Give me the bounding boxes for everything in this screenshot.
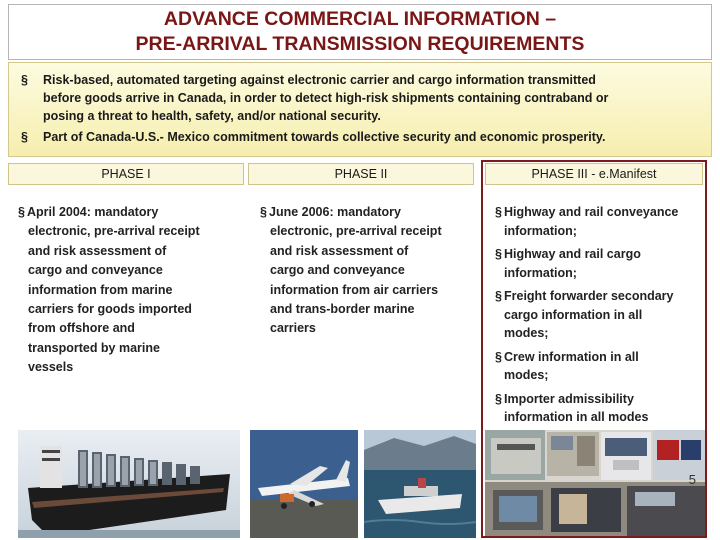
bullet-mark: § xyxy=(260,205,267,219)
phase-3-item: § Crew information in all modes; xyxy=(495,349,639,382)
phase-3-item: § Importer admissibility information in all modes xyxy=(495,391,649,424)
intro-line: Part of Canada-U.S.- Mexico commitment towards collective security and economic prosperity. xyxy=(43,130,606,144)
cargo-ship-photo xyxy=(18,430,240,538)
bullet-mark: § xyxy=(495,391,502,406)
title-line-2: PRE-ARRIVAL TRANSMISSION REQUIREMENTS xyxy=(135,33,585,55)
intro-line: Risk-based, automated targeting against electronic carrier and cargo information transmitted xyxy=(43,73,596,87)
slide-title xyxy=(8,4,712,60)
intro-line: before goods arrive in Canada, in order to detect high-risk shipments containing contraband or xyxy=(43,91,609,105)
phase-2-heading: PHASE II xyxy=(248,163,474,185)
phase-3-item: § Highway and rail conveyance information; xyxy=(495,205,679,238)
bullet-mark: § xyxy=(21,73,28,87)
ferry-photo xyxy=(364,430,476,538)
title-line-1: ADVANCE COMMERCIAL INFORMATION – xyxy=(163,8,557,30)
bullet-mark: § xyxy=(21,130,28,144)
bullet-mark: § xyxy=(495,247,502,261)
phase-3-text xyxy=(495,203,679,427)
intro-line: posing a threat to health, safety, and/or national security. xyxy=(43,109,381,123)
cargo-plane-photo xyxy=(250,430,358,538)
phase-1-heading: PHASE I xyxy=(8,163,244,185)
intro-banner xyxy=(8,62,712,157)
phase-1-text: § April 2004: mandatory electronic, pre-arrival receipt and risk assessment of cargo and conveyance information from marine carriers for goods imported from offshore and transported by marine vessels xyxy=(18,205,200,375)
bullet-mark: § xyxy=(495,289,502,303)
truck-rail-photo xyxy=(485,430,705,536)
bullet-mark: § xyxy=(495,205,502,219)
page-number: 5 xyxy=(688,472,696,487)
bullet-mark: § xyxy=(18,205,25,219)
phase-3-item: § Highway and rail cargo information; xyxy=(495,247,641,280)
phase-2-text: § June 2006: mandatory electronic, pre-arrival receipt and risk assessment of cargo and conveyance information from air carriers and trans-border marine carriers xyxy=(260,205,442,336)
bullet-mark: § xyxy=(495,349,502,364)
phase-3-item: § Freight forwarder secondary cargo information in all modes; xyxy=(495,289,674,340)
phase-3-heading: PHASE III - e.Manifest xyxy=(485,163,703,185)
